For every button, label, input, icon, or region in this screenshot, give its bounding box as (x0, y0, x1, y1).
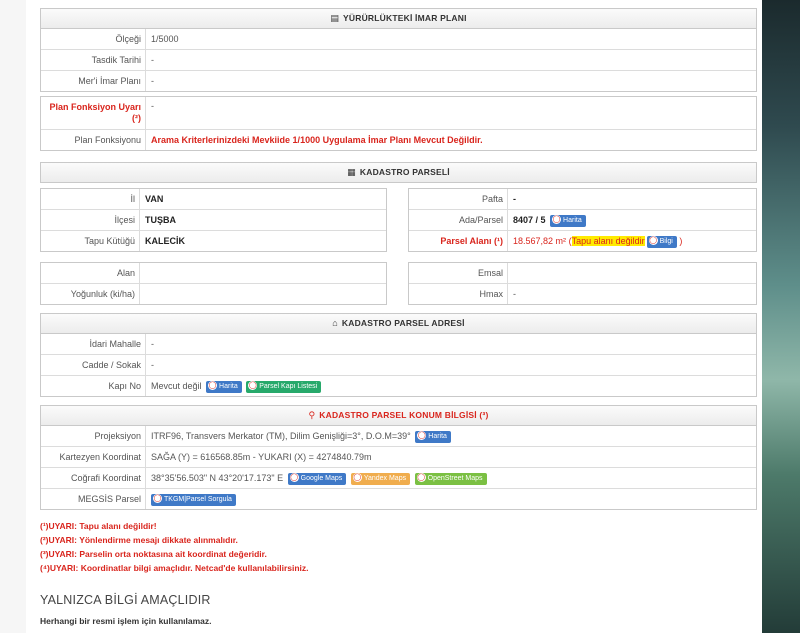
imar-plan-header (41, 9, 756, 29)
meri-imar-label: Mer'i İmar Planı (41, 71, 146, 91)
table-row (409, 210, 756, 231)
table-row (41, 284, 386, 304)
parsel-alani-cell (509, 231, 756, 251)
plan-fonksiyon-label: Plan Fonksiyonu (41, 130, 146, 150)
warning-note: (²)UYARI: Yönlendirme mesajı dikkate alınmalıdır. (40, 535, 238, 545)
table-row (409, 263, 756, 284)
konum-header (41, 406, 756, 426)
table-row (41, 263, 386, 284)
search-icon: ◯ (153, 495, 162, 503)
idari-mahalle-label: İdari Mahalle (41, 334, 146, 354)
ilce-value: TUŞBA (145, 215, 176, 225)
table-row (41, 71, 756, 91)
table-row (41, 376, 756, 396)
table-row (409, 231, 756, 251)
cografi-value: 38°35'56.503" N 43°20'17.173" E (151, 473, 284, 483)
olcek-label: Ölçeği (41, 29, 146, 49)
hmax-label: Hmax (409, 284, 508, 304)
map-marker-icon: ◯ (290, 474, 299, 482)
megsis-cell (147, 489, 756, 509)
tkgm-parsel-sorgula-label: TKGM|Parsel Sorgula (164, 495, 232, 503)
kapi-no-value: Mevcut değil (151, 381, 202, 391)
yogunluk-label: Yoğunluk (ki/ha) (41, 284, 140, 304)
table-row (41, 97, 756, 130)
google-maps-label: Google Maps (300, 474, 343, 482)
tasdik-label: Tasdik Tarihi (41, 50, 146, 70)
cografi-label: Coğrafi Koordinat (41, 468, 146, 488)
alan-open-paren: ( (568, 236, 572, 246)
projeksiyon-label: Projeksiyon (41, 426, 146, 446)
table-row (41, 426, 756, 447)
ada-harita-label: Harita (563, 216, 582, 224)
adres-header (41, 314, 756, 334)
megsis-label: MEGSİS Parsel (41, 489, 146, 509)
parsel-kapi-listesi-label: Parsel Kapı Listesi (259, 382, 318, 390)
alan-bilgi-button[interactable] (647, 236, 677, 248)
info-title: YALNIZCA BİLGİ AMAÇLIDIR (40, 593, 211, 607)
tasdik-value: - (151, 55, 154, 65)
table-row (41, 355, 756, 376)
imar-plan-title: YÜRÜRLÜKTEKİ İMAR PLANI (343, 13, 467, 23)
table-row (41, 334, 756, 355)
alan-bilgi-label: Bilgi (659, 237, 673, 245)
alan-yogunluk-box (40, 262, 387, 305)
plan-fonksiyon-value: Arama Kriterlerinizdeki Mevkiide 1/1000 Uygulama İmar Planı Mevcut Değildir. (151, 135, 483, 145)
table-row (41, 189, 386, 210)
alan-value (141, 263, 386, 283)
il-label: İl (41, 189, 140, 209)
map-marker-icon: ◯ (417, 432, 426, 440)
kadastro-location-box (40, 188, 387, 252)
table-row (409, 284, 756, 304)
plan-uyari-label: Plan Fonksiyon Uyarı (²) (41, 97, 146, 129)
adres-title: KADASTRO PARSEL ADRESİ (341, 318, 465, 328)
plan-fonksiyon-section (40, 96, 757, 151)
table-row (41, 231, 386, 251)
plan-uyari-value: - (151, 101, 154, 111)
emsal-value (509, 263, 756, 283)
map-background-strip (762, 0, 800, 633)
olcek-value: 1/5000 (151, 34, 179, 44)
projeksiyon-cell (147, 426, 756, 446)
projeksiyon-value: ITRF96, Transvers Merkator (TM), Dilim Genişliği=3°, D.O.M=39° (151, 431, 411, 441)
kapi-no-label: Kapı No (41, 376, 146, 396)
ada-harita-button[interactable] (550, 215, 586, 227)
parsel-alani-label: Parsel Alanı (¹) (409, 231, 508, 251)
idari-mahalle-value: - (151, 339, 154, 349)
adres-section (40, 313, 757, 397)
pafta-label: Pafta (409, 189, 508, 209)
table-row (409, 189, 756, 210)
kadastro-title: KADASTRO PARSELİ (359, 167, 450, 177)
konum-section (40, 405, 757, 510)
kartezyen-label: Kartezyen Koordinat (41, 447, 146, 467)
ada-parsel-label: Ada/Parsel (409, 210, 508, 230)
page-left-background (0, 0, 26, 633)
table-row (41, 29, 756, 50)
table-row (41, 130, 756, 150)
info-icon: ◯ (649, 237, 658, 245)
warning-note: (⁴)UYARI: Koordinatlar bilgi amaçlıdır. Netcad'de kullanılabilirsiniz. (40, 563, 309, 573)
hmax-value: - (513, 289, 516, 299)
ilce-label: İlçesi (41, 210, 140, 230)
pafta-value: - (513, 194, 516, 204)
document-icon: ▤ (330, 13, 340, 23)
cadde-sokak-label: Cadde / Sokak (41, 355, 146, 375)
projeksiyon-harita-button[interactable] (415, 431, 451, 443)
list-icon: ◯ (248, 382, 257, 390)
tapu-kutugu-value: KALECİK (145, 236, 185, 246)
location-pin-icon: ⚲ (308, 410, 316, 420)
projeksiyon-harita-label: Harita (428, 432, 447, 440)
table-row (41, 489, 756, 509)
cografi-cell (147, 468, 756, 488)
warning-notes (40, 519, 309, 575)
tapu-kutugu-label: Tapu Kütüğü (41, 231, 140, 251)
ada-parsel-value: 8407 / 5 (513, 215, 546, 225)
google-maps-button[interactable] (288, 473, 347, 485)
cadde-sokak-value: - (151, 360, 154, 370)
table-row (41, 468, 756, 489)
tkgm-parsel-sorgula-button[interactable] (151, 494, 236, 506)
emsal-hmax-box (408, 262, 757, 305)
imar-plan-section (40, 8, 757, 92)
emsal-label: Emsal (409, 263, 508, 283)
openstreet-maps-button[interactable] (415, 473, 487, 485)
table-row (41, 50, 756, 71)
tapu-alani-note: Tapu alanı değildir (571, 236, 645, 246)
table-row (41, 210, 386, 231)
kapi-no-cell (147, 376, 756, 396)
map-marker-icon: ◯ (353, 474, 362, 482)
il-value: VAN (145, 194, 164, 204)
table-row (41, 447, 756, 468)
alan-label: Alan (41, 263, 140, 283)
map-marker-icon: ◯ (208, 382, 217, 390)
ada-parsel-cell (509, 210, 756, 230)
map-marker-icon: ◯ (552, 216, 561, 224)
kadastro-parcel-box (408, 188, 757, 252)
home-icon: ⌂ (332, 318, 338, 328)
konum-title: KADASTRO PARSEL KONUM BİLGİSİ (³) (319, 410, 489, 420)
parsel-alani-value: 18.567,82 m² (513, 236, 567, 246)
report-panel (26, 0, 762, 633)
yandex-maps-button[interactable] (351, 473, 410, 485)
warning-note: (¹)UYARI: Tapu alanı değildir! (40, 521, 157, 531)
kapi-harita-button[interactable] (206, 381, 242, 393)
openstreet-maps-label: OpenStreet Maps (427, 474, 483, 482)
warning-note: (³)UYARI: Parselin orta noktasına ait koordinat değeridir. (40, 549, 267, 559)
kapi-harita-label: Harita (219, 382, 238, 390)
info-subtitle: Herhangi bir resmi işlem için kullanılamaz. (40, 616, 212, 626)
meri-imar-value: - (151, 76, 154, 86)
kadastro-section (40, 162, 757, 183)
parsel-kapi-listesi-button[interactable] (246, 381, 321, 393)
alan-close-paren: ) (679, 236, 683, 246)
grid-icon: ▦ (347, 167, 356, 177)
yogunluk-value (141, 284, 386, 304)
yandex-maps-label: Yandex Maps (363, 474, 407, 482)
kartezyen-value: SAĞA (Y) = 616568.85m - YUKARI (X) = 4274840.79m (151, 452, 372, 462)
map-marker-icon: ◯ (417, 474, 426, 482)
kadastro-header (41, 163, 756, 183)
